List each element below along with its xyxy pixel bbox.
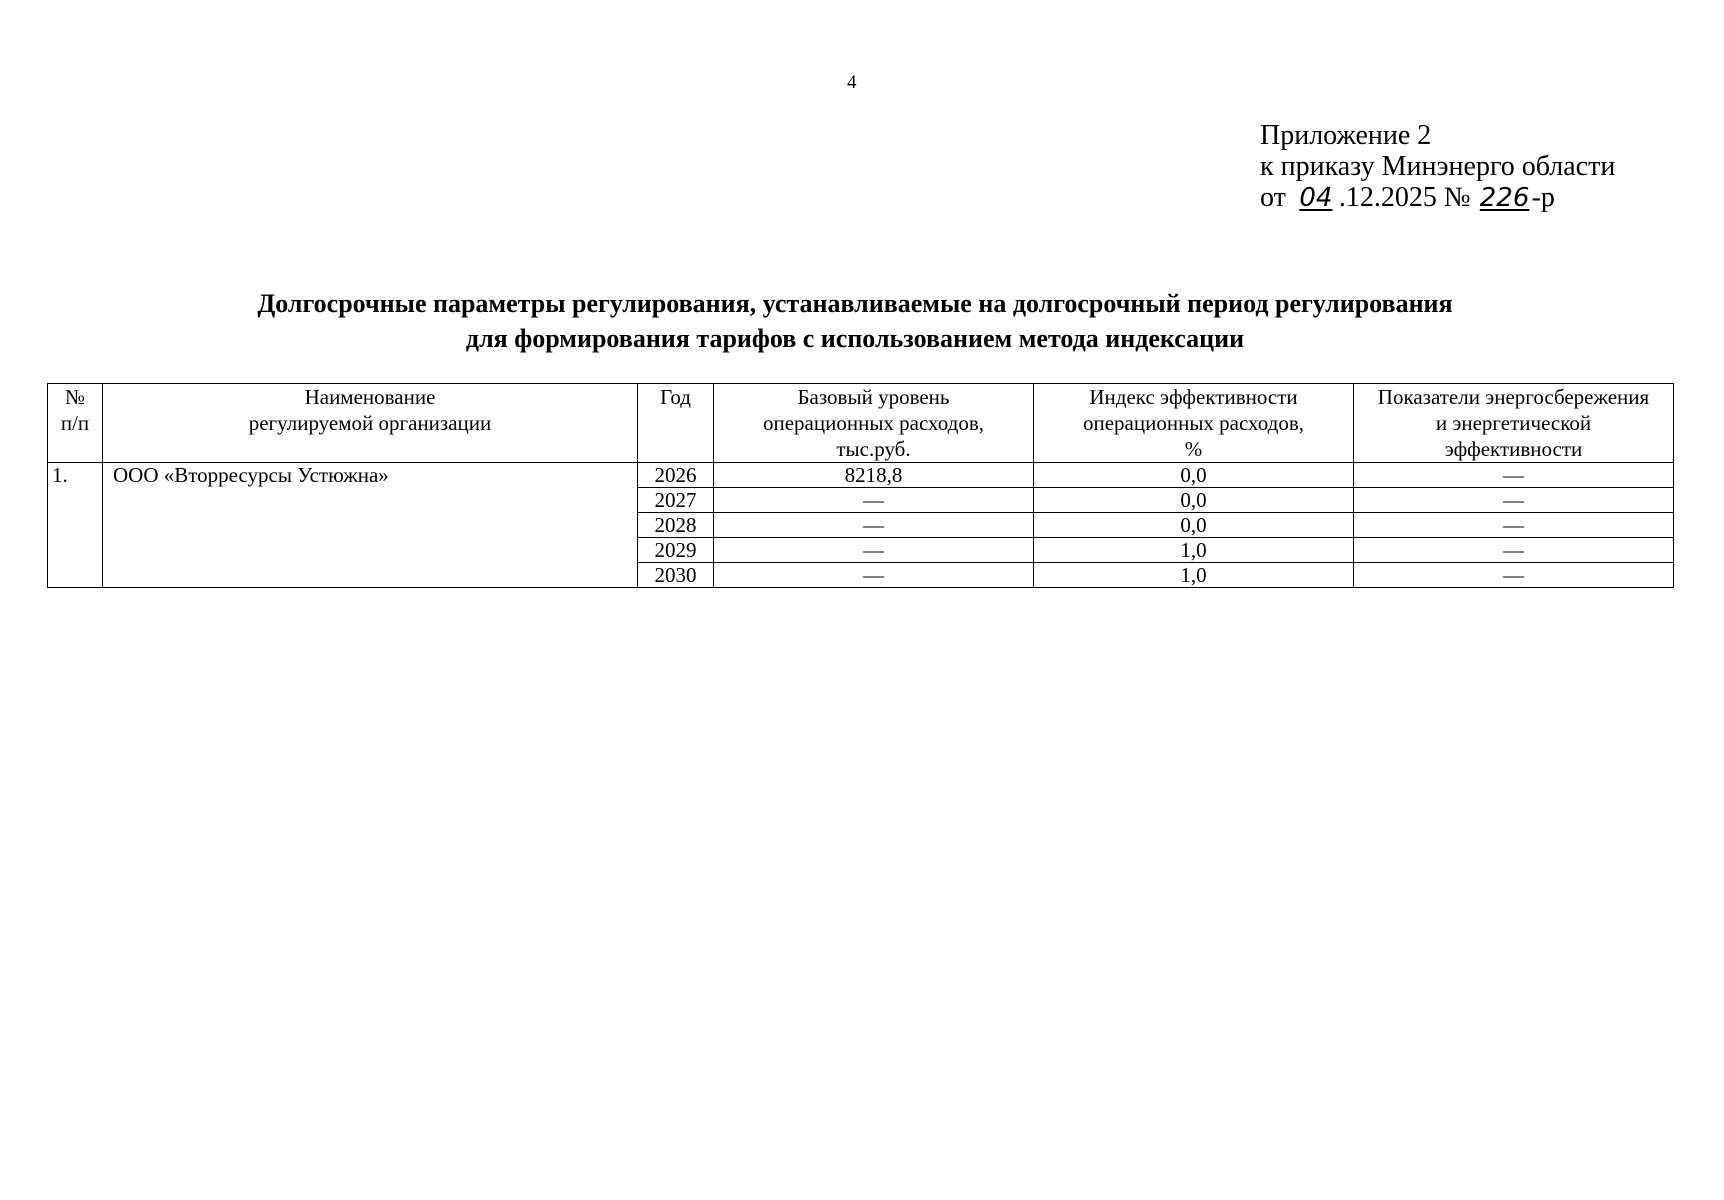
date-prefix: от xyxy=(1260,182,1286,213)
appendix-date-line xyxy=(1260,182,1615,214)
year-cell: 2029 xyxy=(638,538,714,563)
date-rest: .12.2025 № xyxy=(1338,182,1471,213)
page-number: 4 xyxy=(847,72,857,93)
table-row xyxy=(48,463,1674,488)
title-line-2: для формирования тарифов с использованием метода индексации xyxy=(465,324,1245,353)
energy-indicator-cell: — xyxy=(1354,538,1674,563)
header-efficiency-index: Индекс эффективности операционных расходов, % xyxy=(1034,384,1354,463)
row-number: 1. xyxy=(48,463,103,588)
header-base-level: Базовый уровень операционных расходов, тыс.руб. xyxy=(714,384,1034,463)
efficiency-index-cell: 1,0 xyxy=(1034,538,1354,563)
organization-name: ООО «Вторресурсы Устюжна» xyxy=(103,463,638,588)
efficiency-index-cell: 0,0 xyxy=(1034,513,1354,538)
energy-indicator-cell: — xyxy=(1354,563,1674,588)
header-org: Наименование регулируемой организации xyxy=(103,384,638,463)
handwritten-day: 04 xyxy=(1299,183,1333,213)
header-energy-indicators: Показатели энергосбережения и энергетической эффективности xyxy=(1354,384,1674,463)
year-cell: 2028 xyxy=(638,513,714,538)
efficiency-index-cell: 0,0 xyxy=(1034,488,1354,513)
order-suffix: -р xyxy=(1531,182,1555,213)
year-cell: 2027 xyxy=(638,488,714,513)
header-year: Год xyxy=(638,384,714,463)
year-cell: 2030 xyxy=(638,563,714,588)
base-level-cell: — xyxy=(714,563,1034,588)
handwritten-order-number: 226 xyxy=(1479,183,1530,213)
base-level-cell: — xyxy=(714,488,1034,513)
base-level-cell: — xyxy=(714,513,1034,538)
base-level-cell: 8218,8 xyxy=(714,463,1034,488)
energy-indicator-cell: — xyxy=(1354,513,1674,538)
header-num: № п/п xyxy=(48,384,103,463)
base-level-cell: — xyxy=(714,538,1034,563)
appendix-title: Приложение 2 xyxy=(1260,120,1432,151)
appendix-block xyxy=(1260,120,1615,214)
table-header-row xyxy=(48,384,1674,463)
document-title xyxy=(120,286,1590,356)
energy-indicator-cell: — xyxy=(1354,488,1674,513)
efficiency-index-cell: 1,0 xyxy=(1034,563,1354,588)
parameters-table xyxy=(47,383,1674,588)
year-cell: 2026 xyxy=(638,463,714,488)
appendix-order-ref: к приказу Минэнерго области xyxy=(1260,151,1616,182)
energy-indicator-cell: — xyxy=(1354,463,1674,488)
title-line-1: Долгосрочные параметры регулирования, устанавливаемые на долгосрочный период регулирования xyxy=(257,289,1453,318)
efficiency-index-cell: 0,0 xyxy=(1034,463,1354,488)
